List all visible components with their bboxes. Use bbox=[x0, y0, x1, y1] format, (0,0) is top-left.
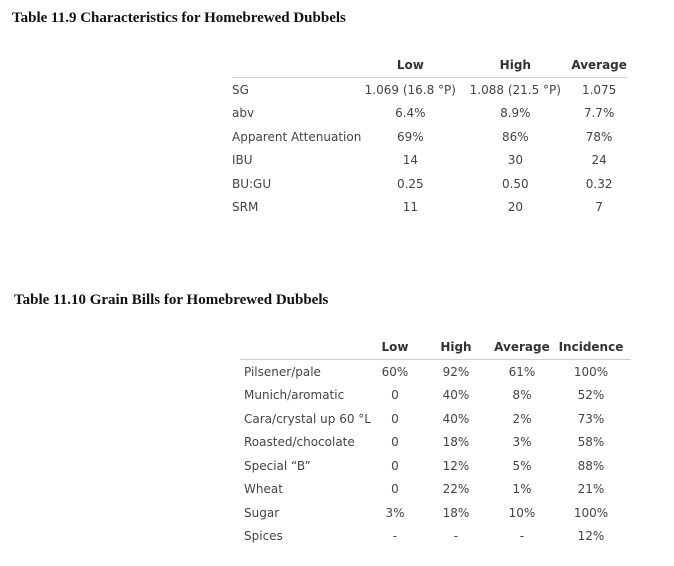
table-cell: 58% bbox=[577, 435, 605, 450]
row-label: Wheat bbox=[244, 482, 283, 497]
header-row bbox=[240, 335, 631, 360]
column-header: Average bbox=[571, 53, 627, 78]
table-cell: 7 bbox=[595, 200, 603, 215]
table-cell: 8% bbox=[512, 388, 532, 403]
table-cell: 22% bbox=[442, 482, 470, 497]
header-cell-blank bbox=[240, 335, 371, 360]
table-cell: 8.9% bbox=[500, 106, 531, 121]
table-cell: 6.4% bbox=[395, 106, 426, 121]
table-cell: 88% bbox=[577, 458, 605, 473]
table-cell: 18% bbox=[442, 505, 470, 520]
table-cell: 1.069 (16.8 °P) bbox=[364, 82, 456, 97]
table-cell: 60% bbox=[381, 364, 409, 379]
table-cell: 92% bbox=[442, 364, 470, 379]
table-row bbox=[240, 501, 631, 525]
table-cell: 100% bbox=[573, 364, 609, 379]
table-cell: 7.7% bbox=[583, 106, 615, 121]
table-cell: - bbox=[453, 529, 459, 544]
table-cell: 20 bbox=[507, 200, 523, 215]
table-cell: 86% bbox=[501, 129, 529, 144]
table-cell: 0 bbox=[391, 388, 399, 403]
table-cell: 1.088 (21.5 °P) bbox=[469, 82, 561, 97]
row-label: Spices bbox=[244, 529, 283, 544]
table-row bbox=[232, 78, 627, 102]
table-row bbox=[232, 196, 627, 220]
table-cell: 61% bbox=[508, 364, 536, 379]
table-cell: 100% bbox=[573, 505, 609, 520]
table-cell: 52% bbox=[577, 388, 605, 403]
table-row bbox=[232, 149, 627, 173]
row-label: Roasted/chocolate bbox=[244, 435, 355, 450]
table-row bbox=[240, 407, 631, 431]
table-cell: 0 bbox=[391, 435, 399, 450]
row-label: Cara/crystal up 60 °L bbox=[244, 411, 371, 426]
table-cell: 1.075 bbox=[581, 82, 617, 97]
row-label: SRM bbox=[232, 200, 259, 215]
table-row bbox=[240, 525, 631, 549]
table-cell: 2% bbox=[512, 411, 532, 426]
column-header: High bbox=[459, 53, 571, 78]
table-cell: - bbox=[519, 529, 525, 544]
table-cell: 0.50 bbox=[501, 176, 529, 191]
table-cell: 0 bbox=[391, 458, 399, 473]
column-header: Low bbox=[371, 335, 419, 360]
column-header: Incidence bbox=[551, 335, 631, 360]
row-label: SG bbox=[232, 82, 249, 97]
table-cell: 18% bbox=[442, 435, 470, 450]
table-cell: 3% bbox=[512, 435, 532, 450]
table-cell: 3% bbox=[385, 505, 405, 520]
table-cell: 78% bbox=[585, 129, 613, 144]
row-label: Apparent Attenuation bbox=[232, 129, 362, 144]
table-row bbox=[232, 172, 627, 196]
column-header: High bbox=[419, 335, 493, 360]
table-cell: 24 bbox=[591, 153, 607, 168]
table-cell: 30 bbox=[507, 153, 523, 168]
table-cell: 0 bbox=[391, 411, 399, 426]
header-row bbox=[232, 53, 627, 78]
table-cell: 40% bbox=[442, 411, 470, 426]
column-header: Low bbox=[361, 53, 459, 78]
table-cell: 12% bbox=[442, 458, 470, 473]
row-label: Special “B” bbox=[244, 458, 311, 473]
table-row bbox=[240, 384, 631, 408]
table-cell: 69% bbox=[396, 129, 424, 144]
row-label: BU:GU bbox=[232, 176, 272, 191]
table-cell: 12% bbox=[577, 529, 605, 544]
table-cell: - bbox=[392, 529, 398, 544]
row-label: abv bbox=[232, 106, 255, 121]
table-cell: 40% bbox=[442, 388, 470, 403]
table-row bbox=[240, 454, 631, 478]
header-cell-blank bbox=[232, 53, 361, 78]
table-row bbox=[232, 125, 627, 149]
row-label: IBU bbox=[232, 153, 253, 168]
table-caption: Table 11.10 Grain Bills for Homebrewed Dubbels bbox=[14, 292, 329, 308]
table-row bbox=[240, 431, 631, 455]
table-row bbox=[240, 360, 631, 384]
row-label: Sugar bbox=[244, 505, 280, 520]
characteristics-table bbox=[232, 53, 627, 219]
table-cell: 11 bbox=[402, 200, 418, 215]
column-header: Average bbox=[493, 335, 551, 360]
table-cell: 21% bbox=[577, 482, 605, 497]
table-cell: 0.25 bbox=[396, 176, 424, 191]
table-row bbox=[232, 102, 627, 126]
table-cell: 73% bbox=[577, 411, 605, 426]
table-cell: 0 bbox=[391, 482, 399, 497]
row-label: Munich/aromatic bbox=[244, 388, 345, 403]
grain-bills-table bbox=[240, 335, 631, 548]
table-row bbox=[240, 478, 631, 502]
row-label: Pilsener/pale bbox=[244, 364, 321, 379]
table-cell: 14 bbox=[402, 153, 418, 168]
table-caption: Table 11.9 Characteristics for Homebrewed Dubbels bbox=[12, 10, 346, 26]
table-cell: 10% bbox=[508, 505, 536, 520]
table-cell: 0.32 bbox=[585, 176, 613, 191]
table-cell: 5% bbox=[512, 458, 532, 473]
table-cell: 1% bbox=[512, 482, 532, 497]
